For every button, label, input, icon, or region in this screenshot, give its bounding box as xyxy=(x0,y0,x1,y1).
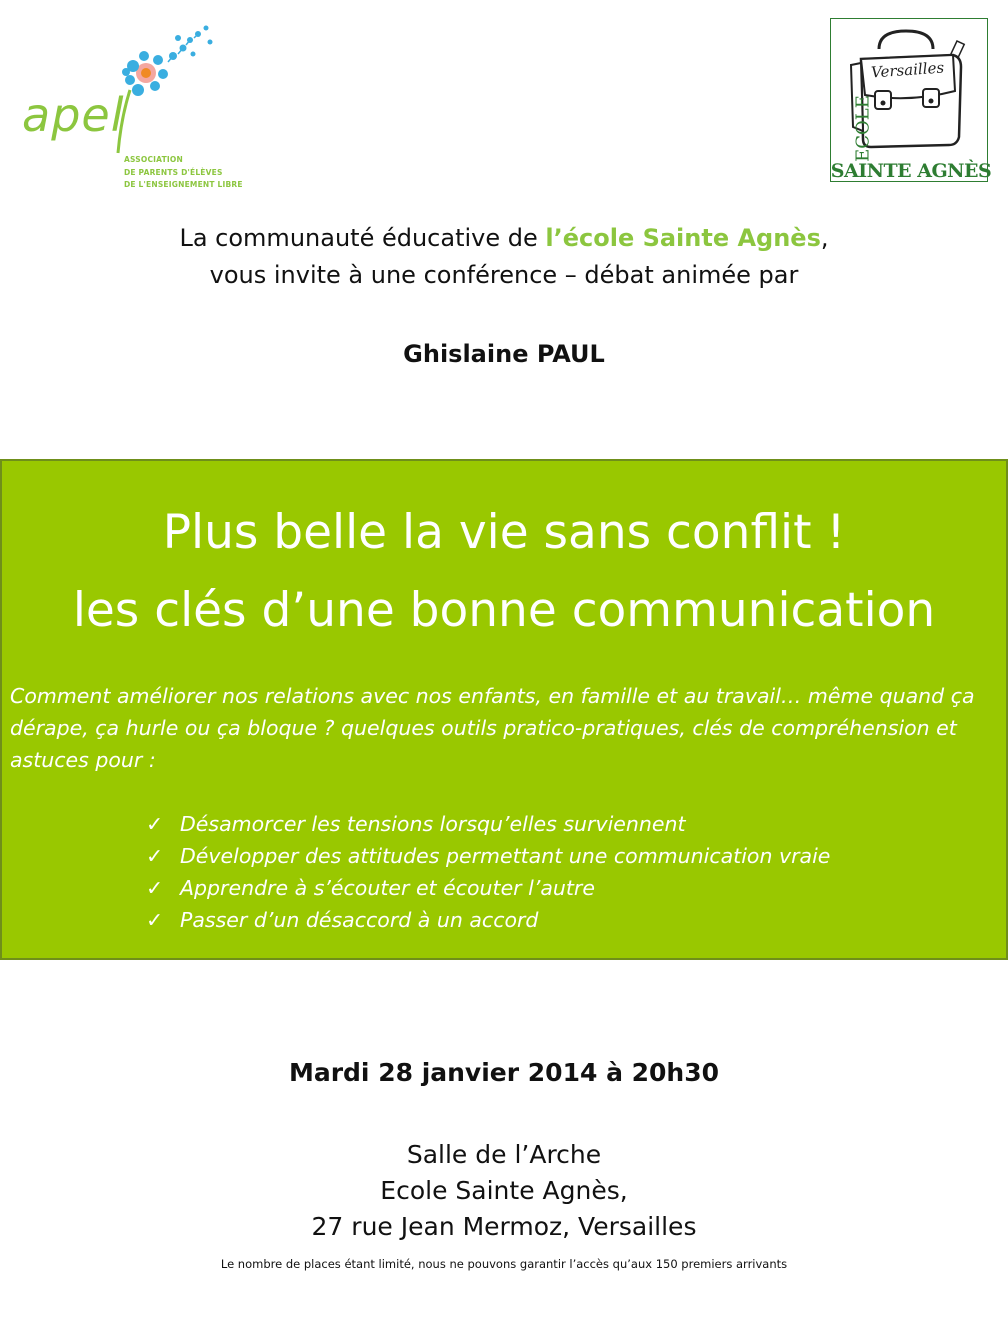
intro-line-1 xyxy=(40,220,968,257)
title-line-1: Plus belle la vie sans conflit ! xyxy=(162,505,846,560)
intro-text xyxy=(40,220,968,294)
list-item xyxy=(146,808,830,840)
checkmark-icon: ✓ xyxy=(146,876,164,900)
title-line-2: les clés d’une bonne communication xyxy=(72,583,936,638)
checkmark-icon: ✓ xyxy=(146,844,164,868)
event-date: Mardi 28 janvier 2014 à 20h30 xyxy=(288,1058,720,1087)
topic-text: Apprendre à s’écouter et écouter l’autre xyxy=(180,876,595,900)
topic-text: Désamorcer les tensions lorsqu’elles surviennent xyxy=(180,812,686,836)
intro-suffix: , xyxy=(820,224,829,252)
venue-line-3: 27 rue Jean Mermoz, Versailles xyxy=(311,1212,697,1241)
school-logo-name: SAINTE AGNÈS xyxy=(830,160,992,182)
topic-text: Développer des attitudes permettant une communication vraie xyxy=(180,844,831,868)
event-venue xyxy=(0,1137,1008,1245)
intro-line-2: vous invite à une conférence – débat animée par xyxy=(209,261,799,289)
topics-list xyxy=(146,808,830,936)
venue-line-1: Salle de l’Arche xyxy=(406,1140,602,1169)
apel-subtitle-line: DE PARENTS D'ÉLÈVES xyxy=(124,167,223,177)
topic-text: Passer d’un désaccord à un accord xyxy=(180,908,539,932)
checkmark-icon: ✓ xyxy=(146,812,164,836)
list-item xyxy=(146,840,830,872)
apel-logo-word: apel xyxy=(22,88,125,142)
list-item xyxy=(146,872,830,904)
conference-description: Comment améliorer nos relations avec nos enfants, en famille et au travail… même quand ça dérape, ça hurle ou ça bloque ? quelques outils pratico-pratiques, clés de compréhension et astuces pour : xyxy=(10,684,975,772)
apel-logo-subtitle xyxy=(124,154,243,192)
checkmark-icon: ✓ xyxy=(146,908,164,932)
capacity-note: Le nombre de places étant limité, nous ne pouvons garantir l’accès qu’aux 150 premiers arrivants xyxy=(220,1257,788,1271)
schoolbag-label: Versailles xyxy=(870,58,945,82)
apel-subtitle-line: DE L'ENSEIGNEMENT LIBRE xyxy=(124,180,243,189)
intro-prefix: La communauté éducative de xyxy=(179,224,546,252)
school-name-highlight: l’école Sainte Agnès xyxy=(545,224,821,252)
list-item xyxy=(146,904,830,936)
conference-title xyxy=(0,494,1008,650)
apel-subtitle-line: ASSOCIATION xyxy=(124,155,183,164)
venue-line-2: Ecole Sainte Agnès, xyxy=(380,1176,628,1205)
school-logo-ecole: ECOLE xyxy=(852,95,874,162)
speaker-name: Ghislaine PAUL xyxy=(403,340,605,368)
